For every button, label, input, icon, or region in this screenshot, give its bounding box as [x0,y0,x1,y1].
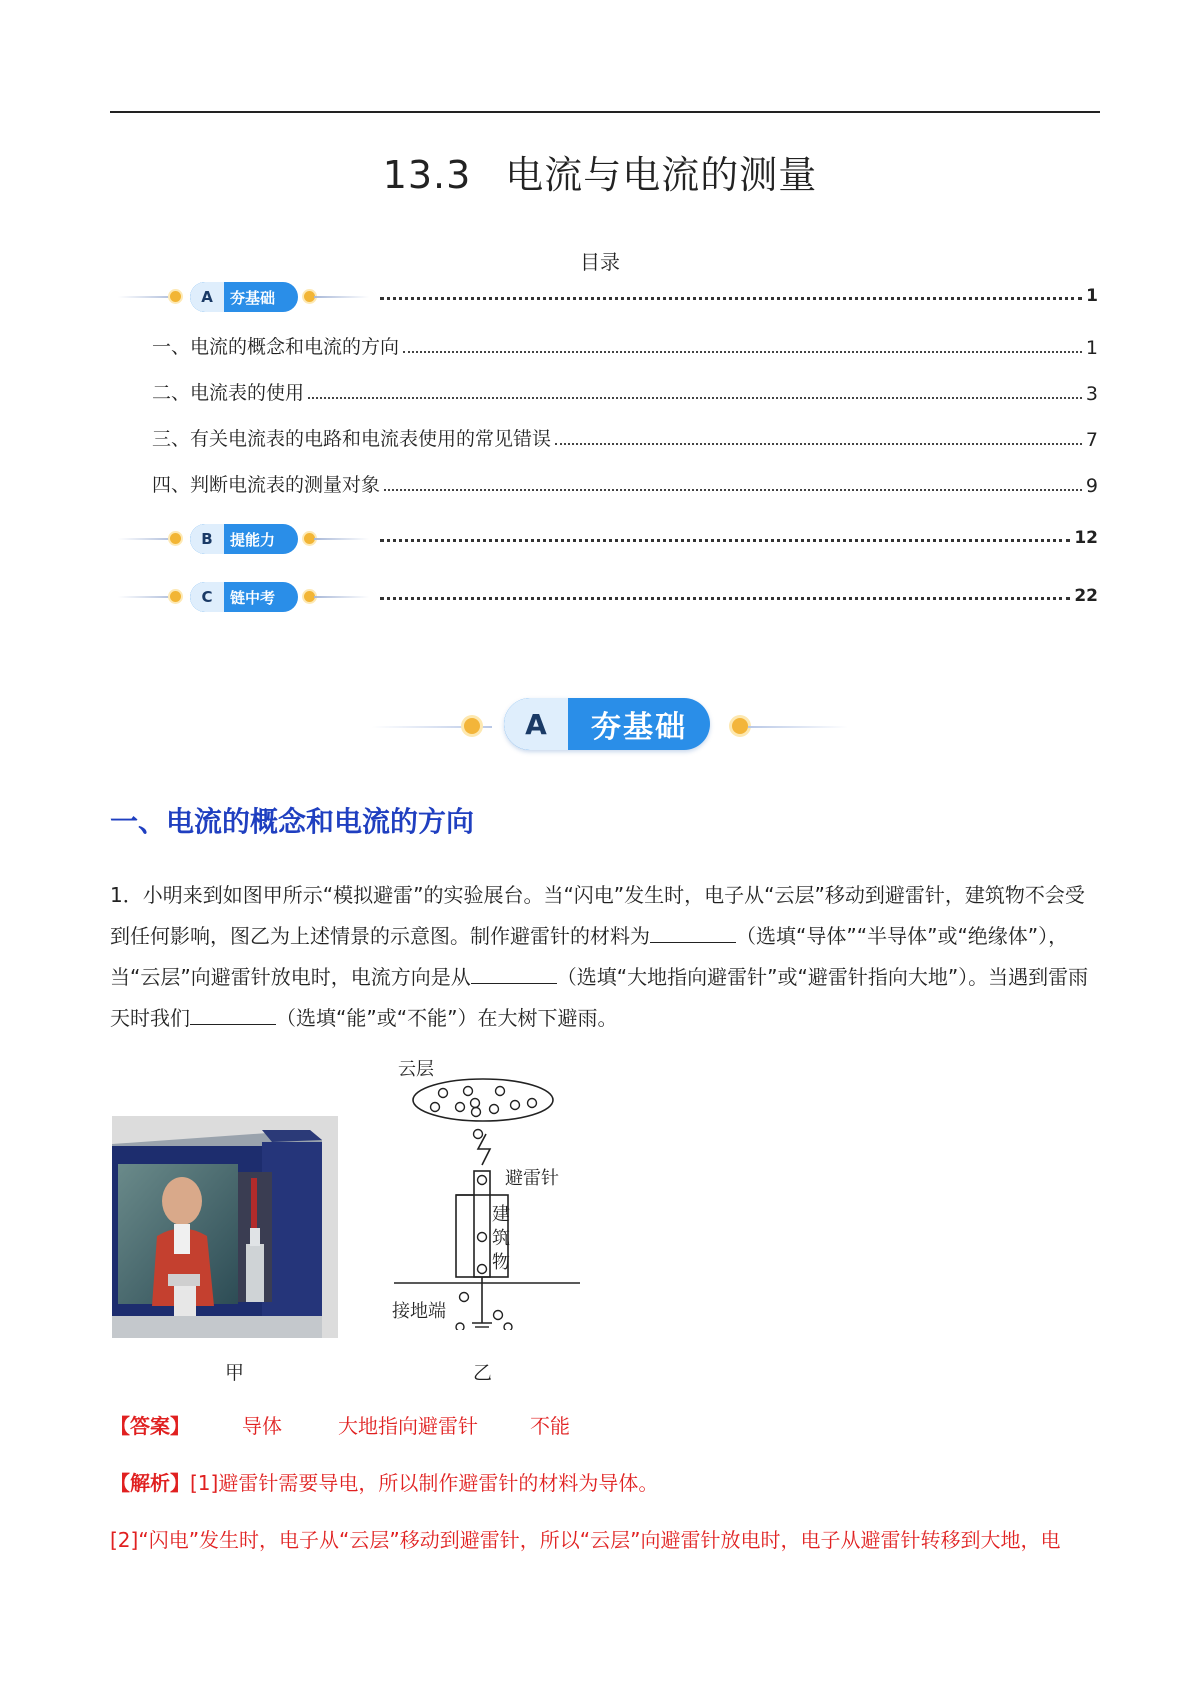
section-heading: 一、电流的概念和电流的方向 [110,805,475,838]
toc-badge-leader [380,528,1098,548]
banner-dot [732,718,748,734]
toc-page: 7 [1085,429,1098,451]
question-text: （选填“大地指向避雷针”或“避雷针指向大地”）。当遇到雷雨天时我们 [110,965,1089,1030]
lightning-rod-diagram [380,1055,610,1330]
top-rule [110,111,1100,113]
title-text: 电流与电流的测量 [505,153,818,197]
title-number: 13.3 [382,153,472,197]
badge-pill [190,282,298,312]
toc-page: 12 [1074,528,1098,548]
dot-leader [380,297,1082,300]
dot-leader [380,539,1070,542]
label-building-2: 筑 [492,1228,510,1249]
badge-line-left [118,596,178,598]
toc-badge-leader [380,286,1098,306]
toc-page: 1 [1086,286,1098,306]
toc-entry-text: 一、电流的概念和电流的方向 [152,336,400,358]
question-text: （选填“能”或“不能”）在大树下避雨。 [276,1006,618,1030]
label-rod: 避雷针 [505,1168,559,1189]
answer-blank[interactable] [650,923,736,943]
badge-line-right [314,596,369,598]
analysis-text: [1]避雷针需要导电，所以制作避雷针的材料为导体。 [190,1471,659,1495]
toc-entry-text: 二、电流表的使用 [152,382,305,404]
toc-badge-b[interactable] [118,518,1098,558]
label-building-3: 物 [492,1252,510,1273]
badge-letter: B [190,524,224,554]
question-text: 1．小明来到如图甲所示“模拟避雷”的实验展台。当“闪电”发生时，电子从“云层”移动到避雷针，建筑物不会受到任何影响，图乙为上述情景的示意图。制作避雷针的材料为 [110,883,1085,948]
answer-item: 导体 [242,1414,282,1438]
banner-letter: A [504,698,568,750]
badge-dot [170,291,181,302]
label-cloud: 云层 [398,1059,434,1080]
badge-dot [170,533,181,544]
toc-badge-leader [380,586,1098,606]
answer-line [110,1410,570,1439]
dot-leader [384,489,1082,491]
question-1 [110,875,1100,1039]
toc-page: 22 [1074,586,1098,606]
banner-label: 夯基础 [591,710,687,745]
badge-line-right [314,538,369,540]
dot-leader [380,597,1070,600]
badge-line-right [314,296,369,298]
badge-label: 夯基础 [230,288,276,307]
toc-badge-a[interactable] [118,276,1098,316]
analysis-line-2 [110,1524,1110,1553]
toc-entry[interactable] [152,470,1098,497]
answer-item: 大地指向避雷针 [338,1414,478,1438]
page-title [0,144,1200,199]
toc-page: 3 [1085,383,1098,405]
dot-leader [555,443,1082,445]
banner-line-right [748,726,848,728]
analysis-label: 【解析】 [110,1471,190,1495]
badge-pill [190,582,298,612]
badge-line-left [118,538,178,540]
badge-label: 提能力 [230,530,276,549]
banner-dot [464,718,480,734]
answer-item: 不能 [530,1414,570,1438]
answer-label: 【答案】 [110,1414,190,1438]
toc-entry[interactable] [152,424,1098,451]
badge-pill [190,524,298,554]
analysis-line-1 [110,1467,1110,1496]
toc-entry-text: 四、判断电流表的测量对象 [152,474,381,496]
toc-entry-text: 三、有关电流表的电路和电流表使用的常见错误 [152,428,552,450]
toc-badge-c[interactable] [118,576,1098,616]
question-text: （选填“导体”“半导体”或“绝缘体”），当“云层”向避雷针放电时，电流方向是从 [110,924,1069,989]
dot-leader [308,397,1082,399]
label-building-1: 建 [492,1204,510,1225]
toc-page: 1 [1085,337,1098,359]
toc-heading: 目录 [580,250,620,274]
section-banner [352,690,860,756]
badge-letter: A [190,282,224,312]
badge-dot [170,591,181,602]
toc-entry[interactable] [152,378,1098,405]
answer-blank[interactable] [471,964,557,984]
label-ground: 接地端 [392,1301,446,1322]
dot-leader [403,351,1082,353]
toc-entry[interactable] [152,332,1098,359]
exhibit-photo [112,1116,338,1338]
toc-page: 9 [1085,475,1098,497]
answer-blank[interactable] [190,1005,276,1025]
banner-pill [504,698,710,750]
badge-line-left [118,296,178,298]
caption-right: 乙 [473,1362,493,1384]
caption-left: 甲 [225,1362,245,1384]
badge-letter: C [190,582,224,612]
badge-label: 链中考 [230,588,276,607]
analysis-text: [2]“闪电”发生时，电子从“云层”移动到避雷针，所以“云层”向避雷针放电时，电子从避雷针转移到大地，电 [110,1528,1061,1552]
